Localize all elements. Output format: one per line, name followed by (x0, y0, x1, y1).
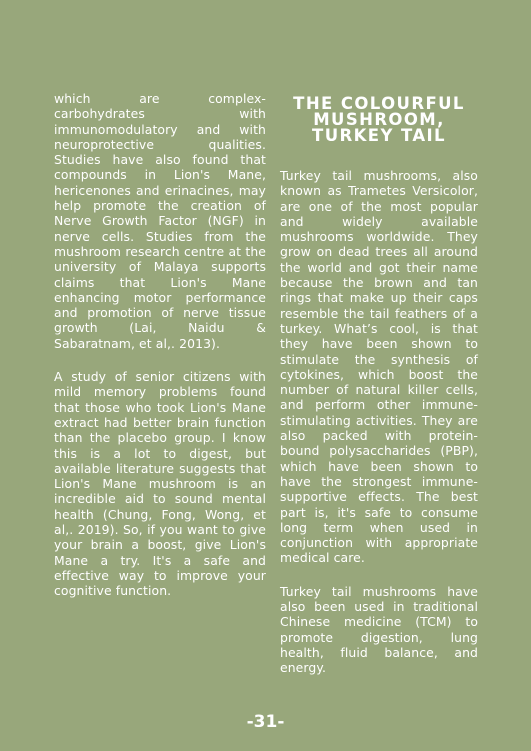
left-paragraph-2: A study of senior citizens with mild memory problems found that those who took Lion's Mane extract had better brain function than the placebo group. I know this is a lot to digest, but available literature suggests that Lion's Mane mushroom is an incredible aid to sound mental health (Chung, Fong, Wong, et al,. 2019). So, if you want to give your brain a boost, give Lion's Mane a try. It's a safe and effective way to improve your cognitive function. (54, 369, 266, 599)
left-paragraph-1: which are complex-carbohydrates with immunomodulatory and with neuroprotective qualities. Studies have also found that compounds in Lion's Mane, hericenones and erinacines, may help promote the creation of Nerve Growth Factor (NGF) in nerve cells. Studies from the mushroom research centre at the university of Malaya supports claims that Lion's Mane enhancing motor performance and promotion of nerve tissue growth (Lai, Naidu & Sabaratnam, et al,. 2013). (54, 91, 266, 351)
page-number: -31- (246, 712, 285, 732)
left-column (54, 91, 266, 599)
right-paragraph-1: Turkey tail mushrooms, also known as Trametes Versicolor, are one of the most popular and widely available mushrooms worldwide. They grow on dead trees all around the world and got their name because the brown and tan rings that make up their caps resemble the tail feathers of a turkey. What’s cool, is that they have been shown to stimulate the synthesis of cytokines, which boost the number of natural killer cells, and perform other immune-stimulating activities. They are also packed with protein-bound polysaccharides (PBP), which have been shown to have the strongest immune-supportive effects. The best part is, it's safe to consume long term when used in conjunction with appropriate medical care. (280, 168, 478, 566)
right-column (280, 168, 478, 676)
section-heading: THE COLOURFUL MUSHROOM, TURKEY TAIL (293, 94, 465, 145)
right-paragraph-2: Turkey tail mushrooms have also been used in traditional Chinese medicine (TCM) to promote digestion, lung health, fluid balance, and energy. (280, 583, 478, 676)
